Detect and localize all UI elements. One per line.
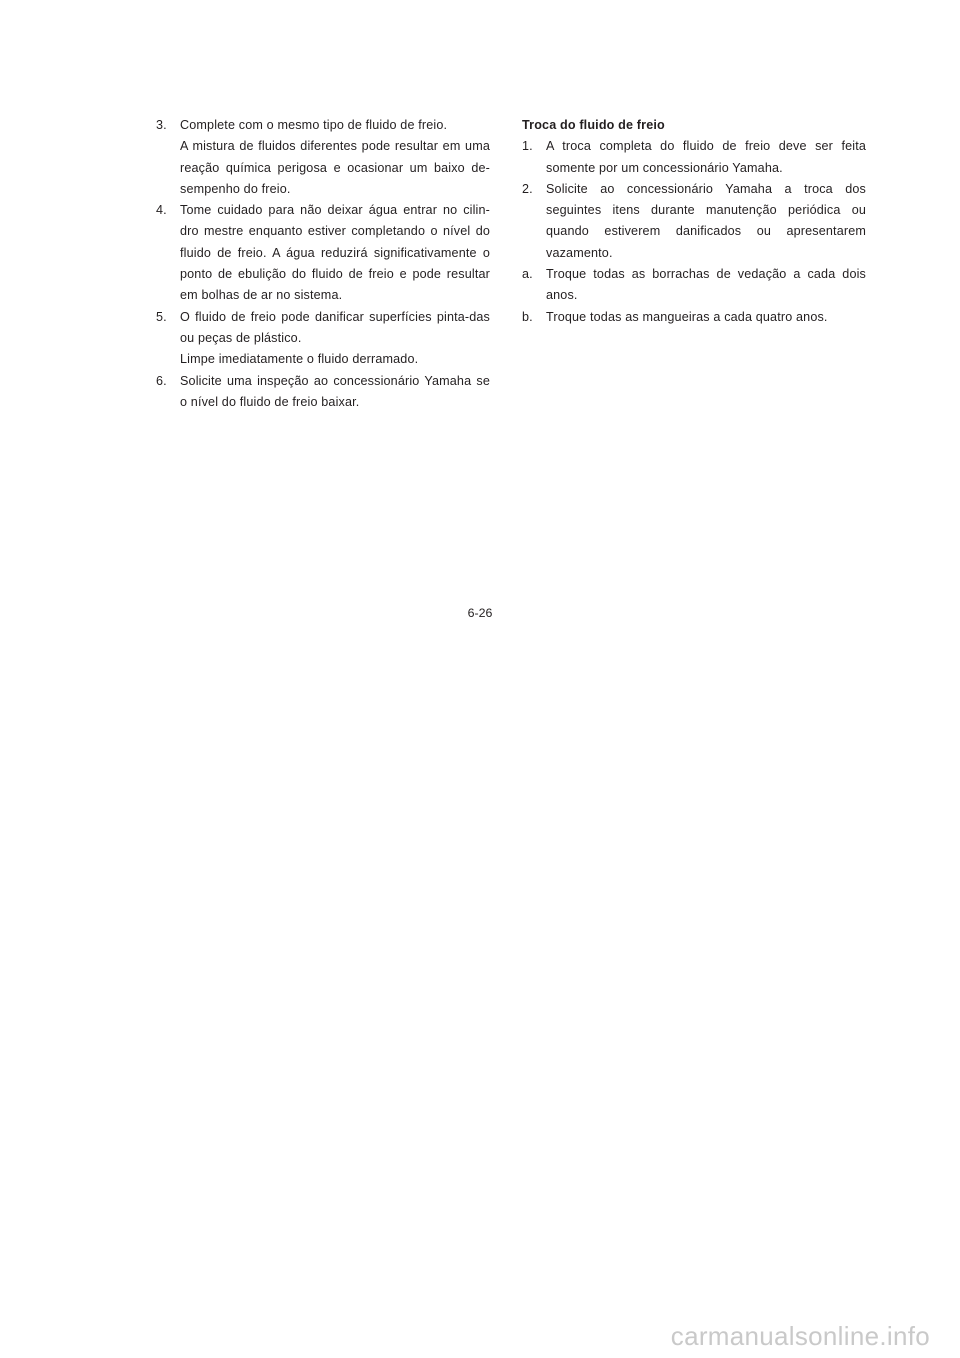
item-number: a. — [522, 267, 533, 282]
item-text: Complete com o mesmo tipo de fluido de freio. — [180, 118, 448, 132]
item-text: Troque todas as borrachas de vedação a cada dois anos. — [546, 267, 866, 303]
list-item — [522, 264, 866, 307]
page-number: 6-26 — [467, 606, 493, 620]
list-item — [156, 115, 490, 200]
item-text: Solicite ao concessionário Yamaha a troca dos seguintes itens durante manutenção periódica ou quando estiverem danificados ou apresentarem vazamento. — [546, 181, 866, 260]
list-item — [156, 200, 490, 306]
item-number: 1. — [522, 139, 533, 154]
item-number: 6. — [156, 373, 167, 388]
list-item — [522, 307, 866, 328]
footer — [0, 606, 960, 620]
item-number: 5. — [156, 309, 167, 324]
list-item — [522, 136, 866, 179]
watermark[interactable]: carmanualsonline.info — [670, 1321, 930, 1351]
item-number: 4. — [156, 203, 167, 218]
right-column — [522, 115, 866, 328]
item-text: Troque todas as mangueiras a cada quatro anos. — [546, 309, 828, 324]
item-text: Solicite uma inspeção ao concessionário Yamaha se o nível do fluido de freio baixar. — [180, 373, 490, 409]
section-heading: Troca do fluido de freio — [522, 118, 665, 132]
list-item — [156, 307, 490, 371]
item-number: 2. — [522, 181, 533, 196]
item-text: Limpe imediatamente o fluido derramado. — [180, 352, 419, 367]
list-item — [522, 179, 866, 264]
list-item — [156, 371, 490, 414]
item-number: 3. — [156, 118, 167, 132]
item-text: O fluido de freio pode danificar superfícies pinta-das ou peças de plástico. — [180, 309, 490, 345]
item-text: Tome cuidado para não deixar água entrar no cilin-dro mestre enquanto estiver completando o nível do fluido de freio. A água reduzirá significativamente o ponto de ebulição do fluido de freio e pode resultar em bolhas de ar no sistema. — [180, 203, 490, 303]
left-column — [156, 115, 490, 413]
item-text: A troca completa do fluido de freio deve ser feita somente por um concessionário Yamaha. — [546, 139, 866, 175]
item-text: A mistura de fluidos diferentes pode resultar em uma reação química perigosa e ocasionar um baixo de-sempenho do freio. — [180, 139, 490, 196]
item-number: b. — [522, 309, 533, 324]
